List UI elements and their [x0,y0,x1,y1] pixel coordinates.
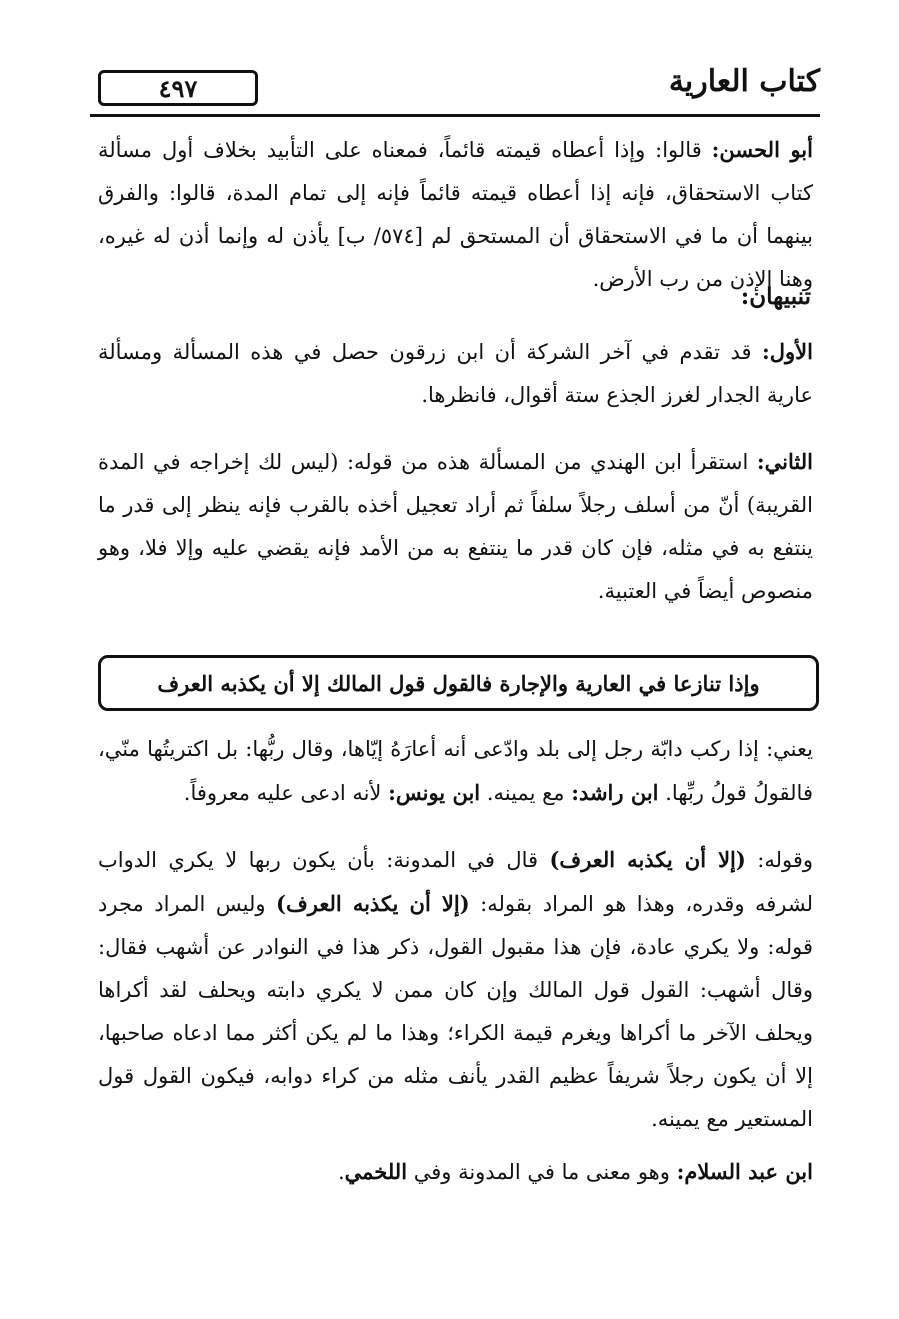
paragraph-lead: الثاني: [756,449,813,474]
paragraph-explanation [98,838,813,1141]
quoted-matn: (إلا أن يكذبه العرف) [276,891,470,916]
paragraph-first-note [98,330,813,417]
paragraph-commentary [98,728,813,815]
paragraph-lead: أبو الحسن: [711,137,813,162]
paragraph-end: . [337,1160,345,1184]
section-heading: تنبيهان: [740,283,811,310]
paragraph-body: استقرأ ابن الهندي من المسألة هذه من قوله: (ليس لك إخراجه في المدة القريبة) أنّ من أسلف رجلاً سلفاً ثم أراد تعجيل أخذه بالقرب فإنه ينظر إلى قدر ما ينتفع به في مثله، فإن كان قدر ما ينتفع به من الأمد فإنه يقضي عليه وإلا فلا، وهو منصوص أيضاً في العتبية. [98,450,813,603]
paragraph-body: يعني: إذا ركب دابّة رجل إلى بلد وادّعى أنه أعارَهُ إيّاها، وقال ربُّها: بل اكتريتُها منّي، فالقولُ قولُ ربِّها. [98,737,813,805]
paragraph-ibn-abd-al-salam [98,1150,813,1194]
quoted-matn: (إلا أن يكذبه العرف) [549,847,746,872]
paragraph-second-note [98,440,813,613]
scholar-name: ابن راشد: [571,780,659,805]
page-number [98,70,258,106]
matn-text: وإذا تنازعا في العارية والإجارة فالقول قول المالك إلا أن يكذبه العرف [157,670,760,696]
paragraph-body: قالوا: وإذا أعطاه قيمته قائماً، فمعناه على التأبيد بخلاف أول مسألة كتاب الاستحقاق، فإنه إذا أعطاه قيمته قائماً فإنه إلى تمام المدة، قالوا: والفرق بينهما أن ما في الاستحقاق أن المستحق لم [٥٧٤/ ب] يأذن له وإنما أذن له غيره، وهنا الإذن من رب الأرض. [98,138,813,291]
scholar-name: اللخمي [344,1159,408,1184]
header-rule [90,114,820,117]
page-header [90,62,820,124]
paragraph-body: مع يمينه. [480,781,572,805]
paragraph-body: وهو معنى ما في المدونة وفي [407,1160,677,1184]
paragraph-body: قد تقدم في آخر الشركة أن ابن زرقون حصل في هذه المسألة ومسألة عارية الجدار لغرز الجذع ستة أقوال، فانظرها. [98,340,813,407]
paragraph-body: وليس المراد مجرد قوله: ولا يكري عادة، فإن هذا مقبول القول، ذكر هذا في النوادر عن أشهب فقال: وقال أشهب: القول قول المالك وإن كان ممن لا يكري دابته ويحلف لقد أكراها ويحلف الآخر ما أكراها ويغرم قيمة الكراء؛ وهذا ما لم يكن أكثر مما ادعاه صاحبها، إلا أن يكون رجلاً شريفاً عظيم القدر يأنف مثله من كراء دوابه، فيكون القول قول المستعير مع يمينه. [98,892,813,1131]
paragraph-body: قال في المدونة: بأن يكون ربها لا يكري الدواب لشرفه وقدره، وهذا هو المراد بقوله: [98,848,813,916]
paragraph-abu-al-hasan [98,128,813,301]
matn-text-box [98,655,819,711]
page-number-text: ٤٩٧ [158,73,198,103]
scholar-name: ابن يونس: [388,780,481,805]
paragraph-body: وقوله: [745,848,814,872]
running-title: كتاب العارية [668,64,820,99]
paragraph-body: لأنه ادعى عليه معروفاً. [183,781,389,805]
paragraph-lead: الأول: [762,339,813,364]
paragraph-lead: ابن عبد السلام: [676,1159,813,1184]
